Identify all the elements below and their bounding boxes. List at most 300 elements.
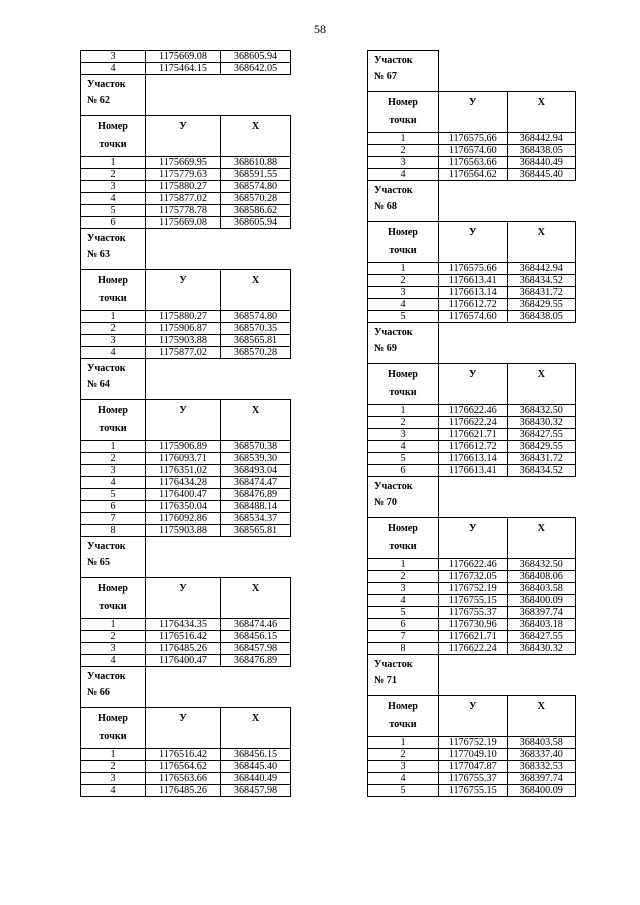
x-coordinate-cell: 368434.52	[507, 465, 576, 477]
plot-label: Участок	[374, 185, 413, 196]
point-number-cell: 4	[368, 595, 439, 607]
y-coordinate-cell: 1176564.62	[439, 169, 508, 181]
table-row	[81, 157, 291, 169]
plot-title-cell	[81, 537, 146, 578]
table-row	[368, 607, 576, 619]
table-row	[81, 323, 291, 335]
table-row	[81, 631, 291, 643]
y-coordinate-cell: 1176622.24	[439, 417, 508, 429]
y-coordinate-cell: 1175669.08	[146, 217, 221, 229]
point-number-cell: 8	[368, 643, 439, 655]
plot-title-cell	[368, 51, 439, 92]
y-coordinate-header: У	[146, 578, 221, 619]
x-coordinate-header: X	[221, 270, 291, 311]
point-number-cell: 3	[81, 181, 146, 193]
y-coordinate-cell: 1176434.35	[146, 619, 221, 631]
right-coordinates-table	[367, 50, 576, 797]
point-number-cell: 6	[368, 619, 439, 631]
x-coordinate-cell: 368332.53	[507, 761, 576, 773]
plot-label: Участок	[374, 481, 413, 492]
point-header-line1: Номер	[98, 121, 128, 132]
plot-title-row	[81, 667, 291, 708]
table-row	[368, 737, 576, 749]
point-number-cell: 3	[368, 429, 439, 441]
table-row	[81, 643, 291, 655]
table-row	[368, 465, 576, 477]
plot-label: Участок	[87, 79, 126, 90]
plot-label: Участок	[87, 541, 126, 552]
plot-title-cell	[81, 359, 146, 400]
plot-title-blank	[146, 229, 291, 270]
point-number-cell: 3	[81, 773, 146, 785]
y-coordinate-cell: 1176092.86	[146, 513, 221, 525]
x-coordinate-cell: 368337.40	[507, 749, 576, 761]
point-header-line2: точки	[389, 245, 417, 256]
point-number-cell: 1	[81, 311, 146, 323]
y-coordinate-cell: 1176755.15	[439, 595, 508, 607]
y-coordinate-cell: 1176563.66	[146, 773, 221, 785]
y-coordinate-cell: 1176613.41	[439, 465, 508, 477]
point-number-cell: 1	[81, 619, 146, 631]
point-number-cell: 7	[368, 631, 439, 643]
x-coordinate-header: X	[507, 92, 576, 133]
table-row	[81, 465, 291, 477]
point-number-cell: 5	[368, 607, 439, 619]
point-header-line2: точки	[99, 731, 127, 742]
point-number-cell: 5	[368, 311, 439, 323]
table-row	[81, 63, 291, 75]
x-coordinate-cell: 368565.81	[221, 335, 291, 347]
y-coordinate-cell: 1176752.19	[439, 583, 508, 595]
plot-title-cell	[81, 667, 146, 708]
x-coordinate-cell: 368565.81	[221, 525, 291, 537]
point-number-header	[368, 518, 439, 559]
point-number-cell: 1	[81, 441, 146, 453]
point-number-cell: 3	[368, 583, 439, 595]
plot-title-blank	[146, 667, 291, 708]
x-coordinate-cell: 368457.98	[221, 643, 291, 655]
table-row	[368, 405, 576, 417]
plot-title-blank	[439, 181, 576, 222]
point-header-line2: точки	[99, 293, 127, 304]
table-row	[368, 785, 576, 797]
point-number-cell: 3	[81, 643, 146, 655]
y-coordinate-cell: 1176575.66	[439, 133, 508, 145]
y-coordinate-cell: 1176755.15	[439, 785, 508, 797]
table-header-row	[368, 364, 576, 405]
point-number-cell: 2	[368, 571, 439, 583]
plot-title-row	[368, 51, 576, 92]
point-header-line1: Номер	[98, 405, 128, 416]
point-number-cell: 1	[368, 737, 439, 749]
point-header-line2: точки	[99, 423, 127, 434]
point-header-line2: точки	[389, 719, 417, 730]
table-row	[368, 619, 576, 631]
point-number-cell: 4	[81, 193, 146, 205]
point-number-cell: 1	[368, 405, 439, 417]
point-number-cell: 4	[81, 63, 146, 75]
point-number-cell: 2	[81, 169, 146, 181]
plot-number: № 66	[87, 687, 110, 698]
y-coordinate-cell: 1175906.89	[146, 441, 221, 453]
x-coordinate-cell: 368431.72	[507, 287, 576, 299]
point-number-header	[81, 400, 146, 441]
point-header-line2: точки	[389, 115, 417, 126]
table-row	[81, 501, 291, 513]
point-number-cell: 2	[81, 631, 146, 643]
plot-title-cell	[368, 655, 439, 696]
point-number-header	[368, 222, 439, 263]
y-coordinate-cell: 1176575.66	[439, 263, 508, 275]
table-row	[81, 453, 291, 465]
plot-title-blank	[146, 359, 291, 400]
point-number-cell: 5	[81, 205, 146, 217]
point-number-cell: 4	[81, 347, 146, 359]
point-number-cell: 3	[81, 335, 146, 347]
y-coordinate-cell: 1176613.14	[439, 287, 508, 299]
x-coordinate-cell: 368429.55	[507, 299, 576, 311]
point-number-cell: 3	[81, 51, 146, 63]
x-coordinate-cell: 368445.40	[221, 761, 291, 773]
x-coordinate-cell: 368456.15	[221, 631, 291, 643]
plot-title-cell	[81, 75, 146, 116]
x-coordinate-cell: 368476.89	[221, 655, 291, 667]
x-coordinate-cell: 368605.94	[221, 51, 291, 63]
y-coordinate-cell: 1176093.71	[146, 453, 221, 465]
x-coordinate-cell: 368570.28	[221, 347, 291, 359]
x-coordinate-cell: 368429.55	[507, 441, 576, 453]
point-header-line2: точки	[389, 541, 417, 552]
x-coordinate-cell: 368440.49	[221, 773, 291, 785]
plot-number: № 65	[87, 557, 110, 568]
y-coordinate-cell: 1175877.02	[146, 193, 221, 205]
table-row	[81, 525, 291, 537]
table-header-row	[368, 518, 576, 559]
y-coordinate-cell: 1175779.63	[146, 169, 221, 181]
plot-title-blank	[146, 75, 291, 116]
table-header-row	[81, 578, 291, 619]
y-coordinate-cell: 1175669.08	[146, 51, 221, 63]
point-number-cell: 4	[368, 441, 439, 453]
y-coordinate-cell: 1175778.78	[146, 205, 221, 217]
x-coordinate-header: X	[221, 708, 291, 749]
x-coordinate-cell: 368570.28	[221, 193, 291, 205]
table-header-row	[81, 116, 291, 157]
y-coordinate-cell: 1176485.26	[146, 785, 221, 797]
table-header-row	[81, 270, 291, 311]
x-coordinate-cell: 368534.37	[221, 513, 291, 525]
table-row	[368, 157, 576, 169]
plot-title-blank	[439, 323, 576, 364]
y-coordinate-cell: 1176622.46	[439, 405, 508, 417]
table-row	[81, 655, 291, 667]
y-coordinate-cell: 1176621.71	[439, 631, 508, 643]
table-row	[81, 311, 291, 323]
plot-number: № 69	[374, 343, 397, 354]
plot-title-row	[81, 229, 291, 270]
x-coordinate-header: X	[507, 222, 576, 263]
x-coordinate-cell: 368427.55	[507, 429, 576, 441]
x-coordinate-cell: 368400.09	[507, 595, 576, 607]
point-number-cell: 1	[81, 157, 146, 169]
y-coordinate-header: У	[146, 270, 221, 311]
right-coordinates-column	[367, 50, 576, 797]
plot-label: Участок	[374, 55, 413, 66]
point-number-cell: 5	[368, 785, 439, 797]
point-header-line1: Номер	[98, 713, 128, 724]
plot-title-cell	[368, 181, 439, 222]
y-coordinate-cell: 1175906.87	[146, 323, 221, 335]
plot-title-cell	[81, 229, 146, 270]
table-row	[368, 559, 576, 571]
x-coordinate-cell: 368400.09	[507, 785, 576, 797]
table-row	[81, 193, 291, 205]
x-coordinate-cell: 368403.18	[507, 619, 576, 631]
point-number-cell: 5	[368, 453, 439, 465]
table-row	[368, 145, 576, 157]
point-number-header	[81, 708, 146, 749]
y-coordinate-cell: 1176574.60	[439, 145, 508, 157]
table-row	[81, 761, 291, 773]
x-coordinate-cell: 368474.46	[221, 619, 291, 631]
table-row	[81, 169, 291, 181]
x-coordinate-cell: 368445.40	[507, 169, 576, 181]
y-coordinate-cell: 1176612.72	[439, 299, 508, 311]
y-coordinate-header: У	[439, 518, 508, 559]
plot-number: № 70	[374, 497, 397, 508]
y-coordinate-cell: 1175669.95	[146, 157, 221, 169]
table-row	[368, 417, 576, 429]
table-row	[368, 311, 576, 323]
x-coordinate-cell: 368605.94	[221, 217, 291, 229]
plot-title-blank	[146, 537, 291, 578]
point-header-line1: Номер	[388, 523, 418, 534]
point-number-cell: 3	[368, 761, 439, 773]
x-coordinate-cell: 368442.94	[507, 133, 576, 145]
y-coordinate-cell: 1176730.96	[439, 619, 508, 631]
point-number-header	[81, 578, 146, 619]
y-coordinate-header: У	[439, 222, 508, 263]
point-number-cell: 2	[368, 275, 439, 287]
table-row	[368, 275, 576, 287]
x-coordinate-header: X	[221, 400, 291, 441]
y-coordinate-cell: 1176400.47	[146, 655, 221, 667]
y-coordinate-cell: 1176755.37	[439, 773, 508, 785]
x-coordinate-header: X	[221, 578, 291, 619]
y-coordinate-header: У	[146, 708, 221, 749]
x-coordinate-header: X	[221, 116, 291, 157]
point-number-cell: 8	[81, 525, 146, 537]
table-row	[368, 761, 576, 773]
point-number-cell: 3	[368, 157, 439, 169]
plot-number: № 68	[374, 201, 397, 212]
plot-label: Участок	[87, 671, 126, 682]
x-coordinate-cell: 368457.98	[221, 785, 291, 797]
point-header-line1: Номер	[388, 369, 418, 380]
y-coordinate-cell: 1176621.71	[439, 429, 508, 441]
x-coordinate-cell: 368476.89	[221, 489, 291, 501]
table-row	[368, 453, 576, 465]
x-coordinate-cell: 368488.14	[221, 501, 291, 513]
y-coordinate-cell: 1177049.10	[439, 749, 508, 761]
y-coordinate-cell: 1176563.66	[439, 157, 508, 169]
table-row	[368, 595, 576, 607]
point-header-line1: Номер	[98, 583, 128, 594]
y-coordinate-cell: 1176752.19	[439, 737, 508, 749]
point-number-cell: 2	[81, 761, 146, 773]
point-header-line2: точки	[389, 387, 417, 398]
table-row	[368, 133, 576, 145]
x-coordinate-cell: 368456.15	[221, 749, 291, 761]
table-header-row	[368, 696, 576, 737]
x-coordinate-cell: 368610.88	[221, 157, 291, 169]
x-coordinate-cell: 368432.50	[507, 405, 576, 417]
plot-number: № 62	[87, 95, 110, 106]
y-coordinate-cell: 1175880.27	[146, 181, 221, 193]
table-row	[368, 169, 576, 181]
x-coordinate-cell: 368442.94	[507, 263, 576, 275]
table-row	[81, 217, 291, 229]
x-coordinate-cell: 368642.05	[221, 63, 291, 75]
x-coordinate-cell: 368438.05	[507, 311, 576, 323]
y-coordinate-cell: 1176350.04	[146, 501, 221, 513]
y-coordinate-cell: 1176613.41	[439, 275, 508, 287]
point-number-header	[368, 92, 439, 133]
left-coordinates-column	[80, 50, 289, 797]
plot-title-row	[81, 537, 291, 578]
point-number-cell: 4	[81, 655, 146, 667]
x-coordinate-cell: 368430.32	[507, 643, 576, 655]
point-number-cell: 4	[81, 477, 146, 489]
y-coordinate-cell: 1176485.26	[146, 643, 221, 655]
point-number-cell: 2	[368, 145, 439, 157]
x-coordinate-cell: 368539.30	[221, 453, 291, 465]
plot-label: Участок	[374, 659, 413, 670]
plot-title-blank	[439, 51, 576, 92]
x-coordinate-cell: 368427.55	[507, 631, 576, 643]
x-coordinate-cell: 368434.52	[507, 275, 576, 287]
table-row	[81, 477, 291, 489]
y-coordinate-header: У	[439, 92, 508, 133]
y-coordinate-cell: 1175464.15	[146, 63, 221, 75]
point-number-cell: 1	[368, 559, 439, 571]
page-number: 58	[314, 22, 326, 36]
point-number-cell: 1	[368, 263, 439, 275]
plot-label: Участок	[87, 363, 126, 374]
table-row	[368, 749, 576, 761]
point-number-header	[368, 696, 439, 737]
table-row	[81, 205, 291, 217]
table-row	[368, 287, 576, 299]
point-header-line1: Номер	[388, 701, 418, 712]
plot-number: № 64	[87, 379, 110, 390]
point-number-cell: 6	[81, 217, 146, 229]
table-row	[368, 299, 576, 311]
table-row	[81, 51, 291, 63]
y-coordinate-cell: 1176564.62	[146, 761, 221, 773]
y-coordinate-cell: 1176400.47	[146, 489, 221, 501]
y-coordinate-cell: 1176574.60	[439, 311, 508, 323]
point-number-cell: 2	[81, 453, 146, 465]
table-header-row	[368, 92, 576, 133]
plot-label: Участок	[374, 327, 413, 338]
y-coordinate-cell: 1176516.42	[146, 749, 221, 761]
plot-number: № 67	[374, 71, 397, 82]
table-row	[81, 773, 291, 785]
point-header-line1: Номер	[388, 227, 418, 238]
y-coordinate-cell: 1175903.88	[146, 335, 221, 347]
table-row	[81, 785, 291, 797]
point-header-line1: Номер	[98, 275, 128, 286]
plot-title-blank	[439, 477, 576, 518]
x-coordinate-header: X	[507, 518, 576, 559]
y-coordinate-cell: 1176755.37	[439, 607, 508, 619]
point-number-cell: 3	[368, 287, 439, 299]
point-number-cell: 3	[81, 465, 146, 477]
y-coordinate-cell: 1176613.14	[439, 453, 508, 465]
table-row	[368, 441, 576, 453]
point-header-line2: точки	[99, 601, 127, 612]
table-row	[81, 181, 291, 193]
table-row	[368, 583, 576, 595]
x-coordinate-cell: 368397.74	[507, 773, 576, 785]
y-coordinate-cell: 1176434.28	[146, 477, 221, 489]
point-number-cell: 6	[368, 465, 439, 477]
table-row	[81, 513, 291, 525]
y-coordinate-cell: 1176612.72	[439, 441, 508, 453]
x-coordinate-cell: 368570.38	[221, 441, 291, 453]
x-coordinate-cell: 368440.49	[507, 157, 576, 169]
point-number-cell: 1	[368, 133, 439, 145]
point-number-cell: 2	[81, 323, 146, 335]
x-coordinate-cell: 368403.58	[507, 737, 576, 749]
y-coordinate-header: У	[146, 400, 221, 441]
plot-title-row	[368, 655, 576, 696]
table-row	[368, 571, 576, 583]
table-row	[368, 263, 576, 275]
point-number-cell: 5	[81, 489, 146, 501]
y-coordinate-cell: 1175877.02	[146, 347, 221, 359]
y-coordinate-cell: 1176351.02	[146, 465, 221, 477]
point-number-cell: 2	[368, 417, 439, 429]
table-header-row	[81, 400, 291, 441]
point-number-header	[81, 116, 146, 157]
point-number-cell: 4	[368, 773, 439, 785]
x-coordinate-header: X	[507, 696, 576, 737]
plot-title-row	[81, 75, 291, 116]
table-row	[81, 749, 291, 761]
y-coordinate-cell: 1175880.27	[146, 311, 221, 323]
y-coordinate-header: У	[146, 116, 221, 157]
point-number-cell: 4	[368, 299, 439, 311]
y-coordinate-cell: 1176622.46	[439, 559, 508, 571]
x-coordinate-cell: 368570.35	[221, 323, 291, 335]
plot-title-cell	[368, 477, 439, 518]
point-number-cell: 4	[81, 785, 146, 797]
table-row	[368, 773, 576, 785]
table-row	[81, 347, 291, 359]
table-row	[81, 335, 291, 347]
plot-label: Участок	[87, 233, 126, 244]
point-number-cell: 7	[81, 513, 146, 525]
point-number-cell: 6	[81, 501, 146, 513]
plot-number: № 63	[87, 249, 110, 260]
plot-number: № 71	[374, 675, 397, 686]
y-coordinate-cell: 1177047.87	[439, 761, 508, 773]
x-coordinate-cell: 368574.80	[221, 181, 291, 193]
table-row	[368, 429, 576, 441]
y-coordinate-cell: 1176732.05	[439, 571, 508, 583]
